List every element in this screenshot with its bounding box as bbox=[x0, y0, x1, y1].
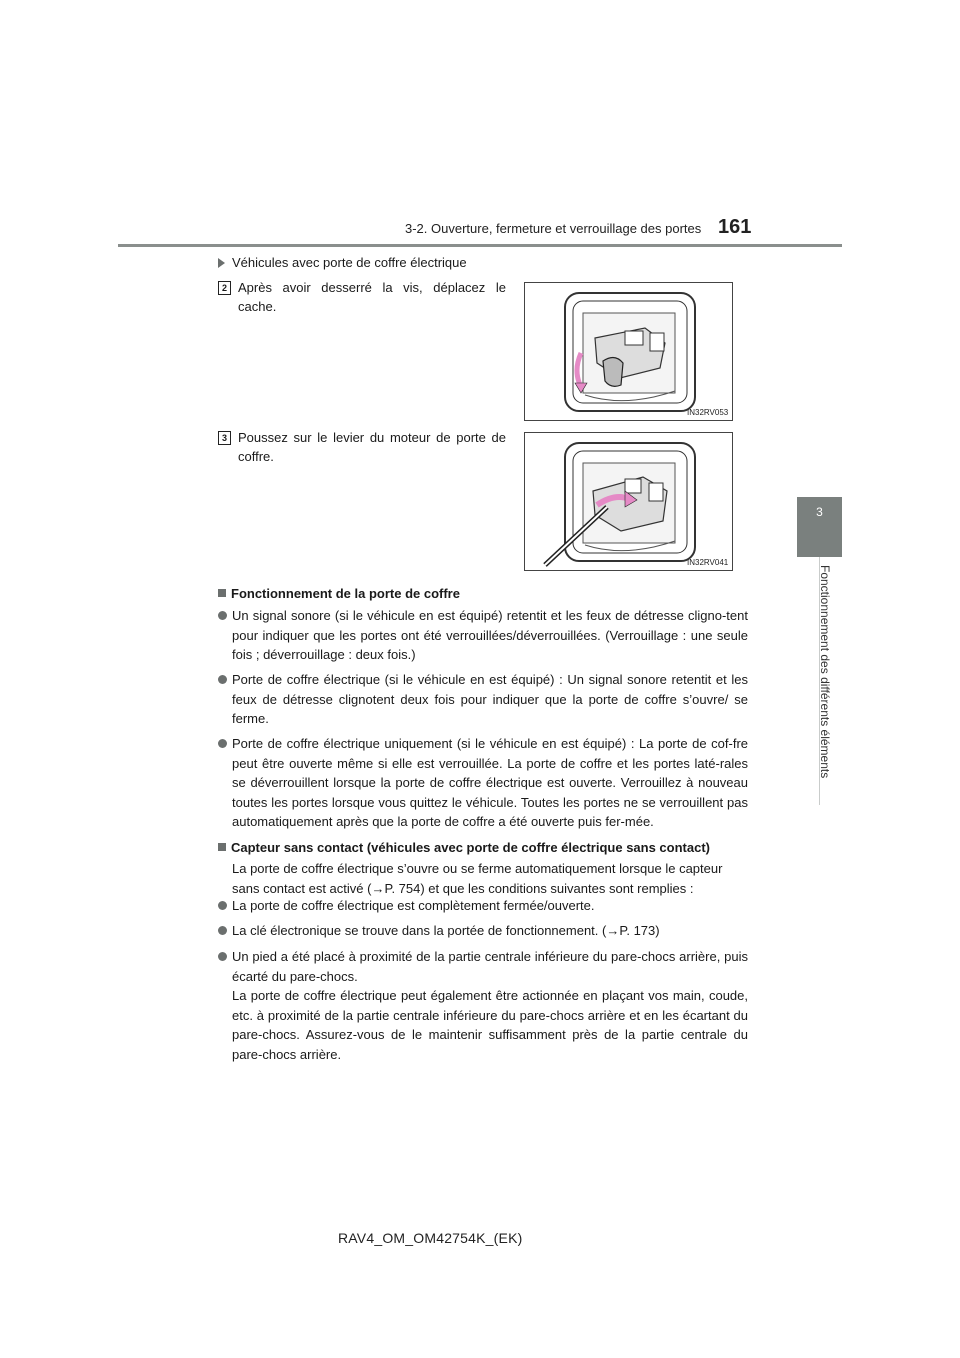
section-intro: La porte de coffre électrique s’ouvre ou se ferme automatiquement lorsque le capteur sans contact est activé (→P. 754) et que les conditions suivantes sont remplies : bbox=[232, 861, 723, 896]
figure-remove-cover bbox=[524, 282, 733, 421]
round-bullet-icon bbox=[218, 739, 227, 748]
subheading: Véhicules avec porte de coffre électrique bbox=[218, 255, 467, 270]
step-text-2: Après avoir desserré la vis, déplacez le cache. bbox=[238, 280, 506, 314]
list-item: Un pied a été placé à proximité de la partie centrale inférieure du pare-chocs arrière, puis écarté du pare-chocs. La porte de coffre électrique peut également être actionnée en plaçant vos main, coude, etc. à proximité de la partie centrale inférieure du pare-chocs arrière et en les écartant du pare-chocs. Assurez-vous de le maintenir suffisamment près de la partie centrale du pare-chocs arrière. bbox=[218, 947, 748, 1064]
section-heading-tailgate: Fonctionnement de la porte de coffre bbox=[218, 584, 460, 604]
list-item: La clé électronique se trouve dans la portée de fonctionnement. (→P. 173) bbox=[218, 921, 748, 941]
lever-illustration bbox=[525, 433, 732, 570]
section-title: 3-2. Ouverture, fermeture et verrouillage des portes bbox=[405, 221, 702, 236]
cover-illustration bbox=[525, 283, 732, 420]
section-heading-kick-sensor: Capteur sans contact (véhicules avec porte de coffre électrique sans contact) bbox=[218, 838, 758, 858]
step-number-2: 2 bbox=[218, 281, 231, 295]
document-code: RAV4_OM_OM42754K_(EK) bbox=[338, 1230, 523, 1246]
header-divider bbox=[118, 244, 842, 247]
square-bullet-icon bbox=[218, 843, 226, 851]
list-item: Porte de coffre électrique (si le véhicule en est équipé) : Un signal sonore retentit et les feux de détresse clignotent deux fois pour indiquer que la porte de coffre s’ouvre/ se ferme. bbox=[218, 670, 748, 729]
round-bullet-icon bbox=[218, 675, 227, 684]
triangle-bullet-icon bbox=[218, 258, 225, 268]
figure-code: IN32RV041 bbox=[687, 558, 729, 567]
list-item: Un signal sonore (si le véhicule en est équipé) retentit et les feux de détresse cligno-tent pour indiquer que les portes ont été verrouillées/déverrouillées. (Verrouillage : une seule fois ; déverrouillage : deux fois.) bbox=[218, 606, 748, 665]
round-bullet-icon bbox=[218, 926, 227, 935]
figure-code: IN32RV053 bbox=[687, 408, 729, 417]
round-bullet-icon bbox=[218, 611, 227, 620]
round-bullet-icon bbox=[218, 952, 227, 961]
figure-push-lever bbox=[524, 432, 733, 571]
list-item: La porte de coffre électrique est complètement fermée/ouverte. bbox=[218, 896, 748, 916]
chapter-number: 3 bbox=[816, 505, 823, 519]
list-item: Porte de coffre électrique uniquement (si le véhicule en est équipé) : La porte de cof-fre peut être ouverte même si elle est verrouillée. La porte de coffre et les portes laté-rales se déverrouillent lorsque la porte de coffre électrique est ouverte. Verrouillez à nouveau toutes les portes lorsque vous quittez le véhicule. Toutes les portes ne se verrouillent pas automatiquement après que la porte de coffre a été ouverte puis fer-mée. bbox=[218, 734, 748, 832]
square-bullet-icon bbox=[218, 589, 226, 597]
round-bullet-icon bbox=[218, 901, 227, 910]
step-number-3: 3 bbox=[218, 431, 231, 445]
chapter-title: Fonctionnement des différents éléments bbox=[818, 565, 832, 779]
page-number: 161 bbox=[718, 216, 752, 238]
step-text-3: Poussez sur le levier du moteur de porte de coffre. bbox=[238, 430, 506, 464]
